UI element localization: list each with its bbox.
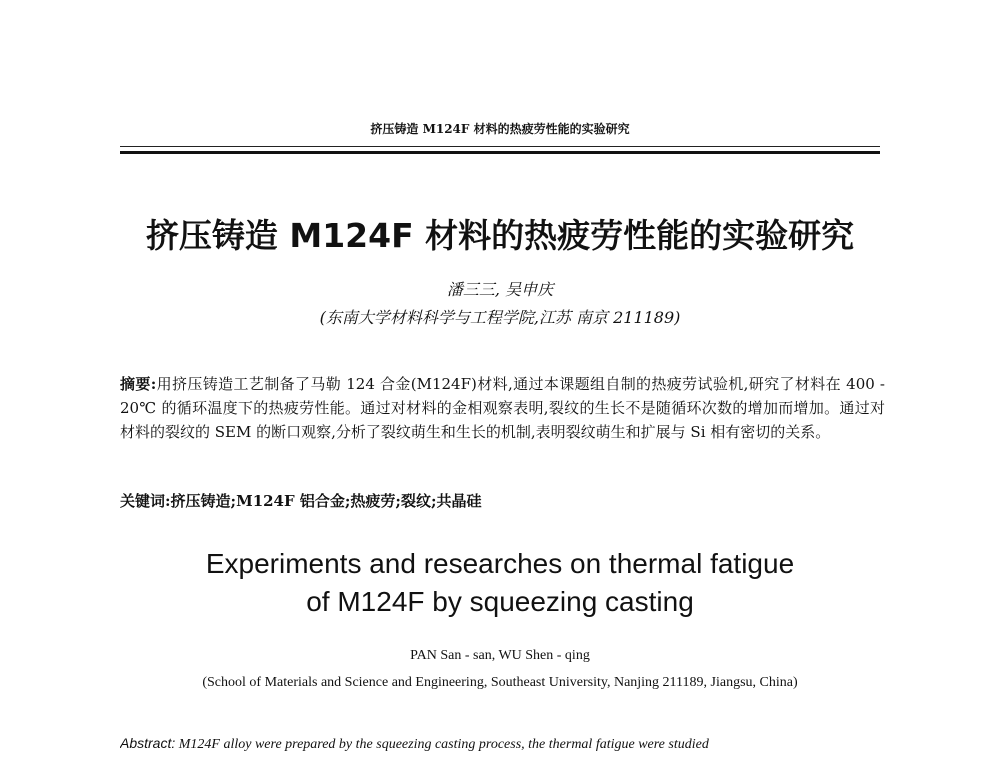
- abstract-en-text: M124F alloy were prepared by the squeezing casting process, the thermal fatigue were studied: [178, 737, 709, 752]
- paper-title-en-line2: of M124F by squeezing casting: [306, 586, 694, 617]
- paper-title-cn: 挤压铸造 M124F 材料的热疲劳性能的实验研究: [145, 216, 855, 255]
- paper-title-en: [0, 545, 1000, 621]
- abstract-en-label: Abstract:: [120, 735, 176, 751]
- affiliation-cn: (东南大学材料科学与工程学院,江苏 南京 211189): [319, 308, 681, 327]
- authors-cn: 潘三三, 吴申庆: [446, 280, 554, 299]
- abstract-cn-text: 用挤压铸造工艺制备了马勒 124 合金(M124F)材料,通过本课题组自制的热疲劳试验机,研究了材料在 400 - 20℃ 的循环温度下的热疲劳性能。通过对材料的金相观察表明,裂纹的生长不是随循环次数的增加而增加。通过对材料的裂纹的 SEM 的断口观察,分析了裂纹萌生和生长的机制,表明裂纹萌生和扩展与 Si 相有密切的关系。: [120, 375, 885, 441]
- affiliation-en: (School of Materials and Science and Engineering, Southeast University, Nanjing 211189, Jiangsu, China): [202, 675, 798, 690]
- header-rule-thick: [120, 151, 880, 154]
- header-rule-thin: [120, 146, 880, 147]
- authors-en: PAN San - san, WU Shen - qing: [410, 648, 590, 663]
- abstract-cn-label: 摘要:: [120, 375, 157, 393]
- abstract-en: [120, 735, 885, 753]
- abstract-cn: [120, 372, 885, 444]
- paper-title-en-line1: Experiments and researches on thermal fatigue: [205, 548, 795, 579]
- keywords-cn: [120, 490, 885, 511]
- keywords-cn-text: 挤压铸造;M124F 铝合金;热疲劳;裂纹;共晶硅: [170, 492, 482, 510]
- running-header: 挤压铸造 M124F 材料的热疲劳性能的实验研究: [370, 122, 630, 136]
- keywords-cn-label: 关键词:: [120, 492, 171, 510]
